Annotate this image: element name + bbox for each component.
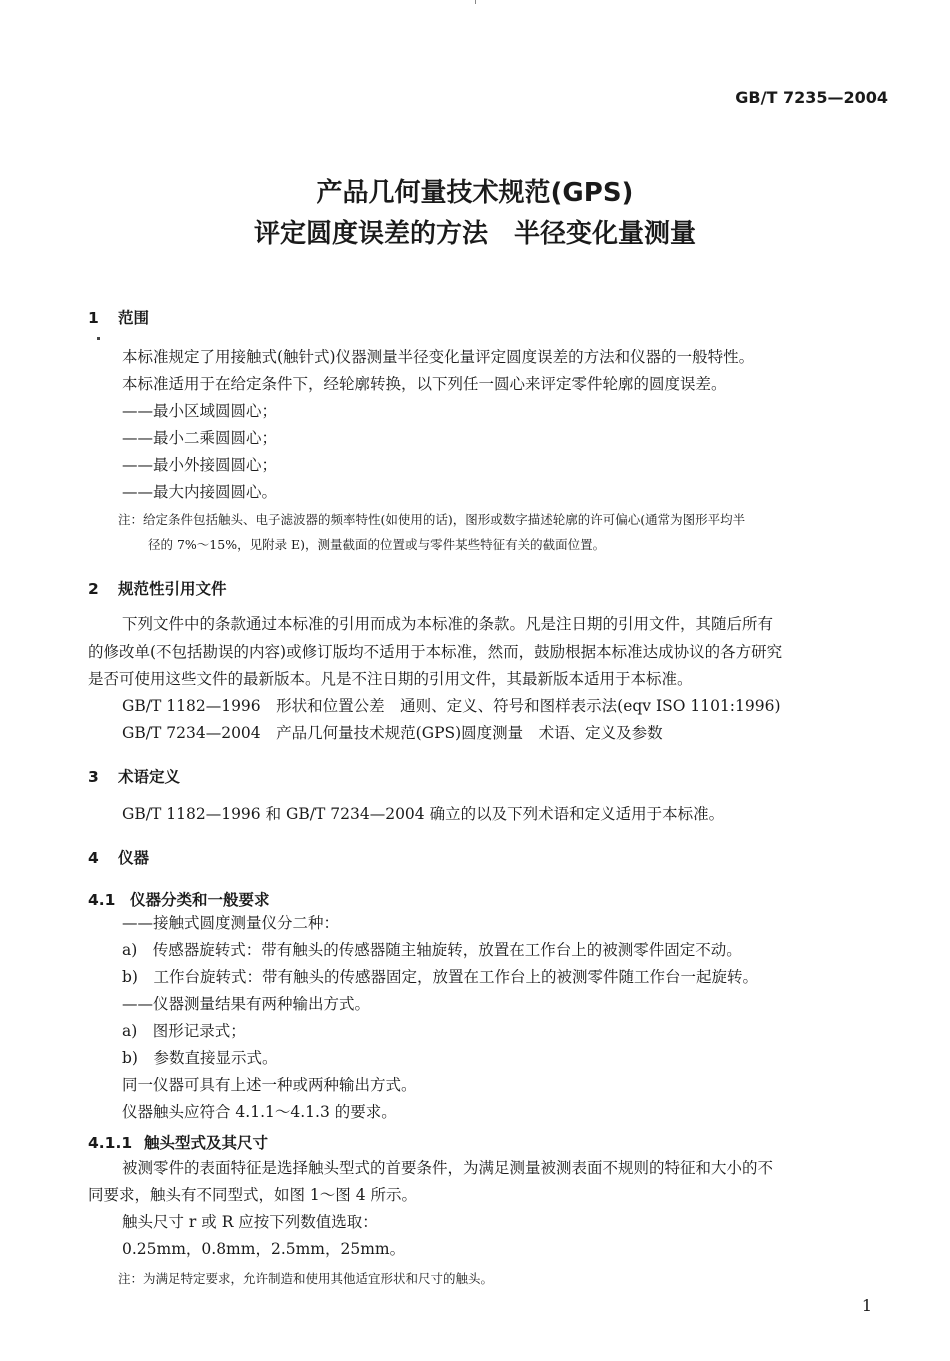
list-item: a) 传感器旋转式：带有触头的传感器随主轴旋转，放置在工作台上的被测零件固定不动。 [122,941,742,959]
reference-item: GB/T 1182—1996 形状和位置公差 通则、定义、符号和图样表示法(eqv ISO 1101:1996) [122,697,781,715]
section-title: 范围 [118,309,150,327]
section-3-heading [88,765,180,787]
paragraph: 仪器触头应符合 4.1.1～4.1.3 的要求。 [122,1103,397,1121]
list-item: ——最小区域圆圆心； [122,402,278,420]
page-header [0,0,950,120]
paragraph: 被测零件的表面特征是选择触头型式的首要条件，为满足测量被测表面不规则的特征和大小的不 [122,1159,774,1177]
section-title: 仪器 [118,849,150,867]
section-number: 3 [88,768,99,786]
document-title-line2: 评定圆度误差的方法 半径变化量测量 [253,219,696,249]
list-item: ——最小外接圆圆心； [122,456,278,474]
section-number: 1 [88,309,99,327]
paragraph: 本标准适用于在给定条件下，经轮廓转换，以下列任一圆心来评定零件轮廓的圆度误差。 [122,375,727,393]
paragraph: 同一仪器可具有上述一种或两种输出方式。 [122,1076,417,1094]
list-item: b) 工作台旋转式：带有触头的传感器固定，放置在工作台上的被测零件随工作台一起旋转。 [122,968,758,986]
section-title: 触头型式及其尺寸 [144,1134,269,1152]
section-2-heading [88,577,227,599]
section-title: 仪器分类和一般要求 [130,891,270,909]
section-title: 规范性引用文件 [118,580,227,598]
section-number: 4 [88,849,99,867]
list-item: ——仪器测量结果有两种输出方式。 [122,995,371,1013]
paragraph: GB/T 1182—1996 和 GB/T 7234—2004 确立的以及下列术语和定义适用于本标准。 [122,805,725,823]
paragraph-continued: 同要求，触头有不同型式，如图 1～图 4 所示。 [88,1186,418,1204]
paragraph: 0.25mm，0.8mm，2.5mm，25mm。 [122,1240,406,1258]
list-item: ——接触式圆度测量仪分二种： [122,914,340,932]
paragraph: 下列文件中的条款通过本标准的引用而成为本标准的条款。凡是注日期的引用文件，其随后所有 [122,615,774,633]
standard-code: GB/T 7235—2004 [735,88,888,107]
scan-mark [475,0,476,4]
subsection-4-1-1-heading [88,1131,268,1153]
paragraph: 触头尺寸 r 或 R 应按下列数值选取： [122,1213,378,1231]
reference-item: GB/T 7234—2004 产品几何量技术规范(GPS)圆度测量 术语、定义及参数 [122,724,663,742]
section-number: 4.1 [88,891,116,909]
list-item: ——最大内接圆圆心。 [122,483,278,501]
section-1-heading [88,306,149,328]
list-item: b) 参数直接显示式。 [122,1049,278,1067]
paragraph: 本标准规定了用接触式(触针式)仪器测量半径变化量评定圆度误差的方法和仪器的一般特性。 [122,348,755,366]
section-4-heading [88,846,149,868]
note-continued: 径的 7%～15%，见附录 E)，测量截面的位置或与零件某些特征有关的截面位置。 [148,537,606,552]
page-number: 1 [861,1296,872,1315]
section-number: 4.1.1 [88,1134,133,1152]
section-number: 2 [88,580,99,598]
list-item: a) 图形记录式； [122,1022,246,1040]
list-item: ——最小二乘圆圆心； [122,429,278,447]
document-title-line1: 产品几何量技术规范(GPS) [316,178,634,208]
note: 注：给定条件包括触头、电子滤波器的频率特性(如使用的话)，图形或数字描述轮廓的许可偏心(通常为图形平均半 [118,512,746,527]
subsection-4-1-heading [88,888,270,910]
paragraph-continued: 是否可使用这些文件的最新版本。凡是不注日期的引用文件，其最新版本适用于本标准。 [88,670,693,688]
scan-mark [97,337,100,340]
section-title: 术语定义 [118,768,181,786]
paragraph-continued: 的修改单(不包括勘误的内容)或修订版均不适用于本标准，然而，鼓励根据本标准达成协议的各方研究 [88,643,783,661]
note: 注：为满足特定要求，允许制造和使用其他适宜形状和尺寸的触头。 [118,1271,494,1286]
